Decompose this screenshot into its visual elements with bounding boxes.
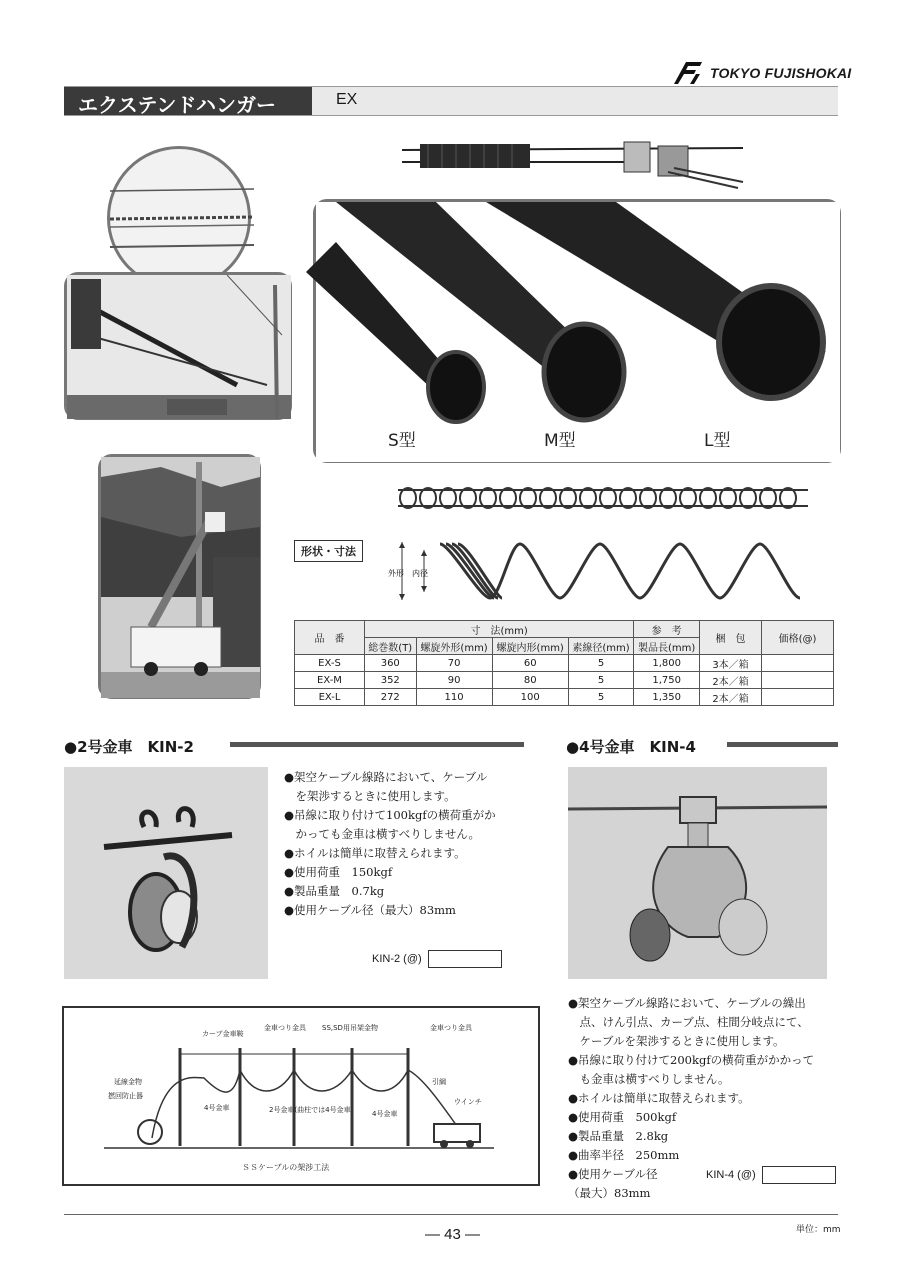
kin2-price-row — [372, 950, 502, 968]
list-item: （最大）83mm — [568, 1186, 651, 1200]
cell-inner: 60 — [492, 655, 568, 672]
hanger-assembly-illustration — [398, 132, 748, 192]
bucket-truck-photo — [98, 454, 261, 699]
list-item: ●架空ケーブル線路において、ケーブル — [284, 770, 488, 784]
outer-dim-label: 外形 — [388, 569, 404, 578]
list-item: ●使用荷重 500kgf — [568, 1110, 677, 1124]
diagram-label-rope: 引綱 — [432, 1078, 446, 1086]
cell-pack: 3本／箱 — [700, 655, 762, 672]
cell-outer: 110 — [416, 689, 492, 706]
list-item: ●吊線に取り付けて200kgfの横荷重がかかって — [568, 1053, 815, 1067]
list-item: ●曲率半径 250mm — [568, 1148, 680, 1162]
product-code: EX — [336, 91, 358, 108]
cell-price — [762, 689, 834, 706]
sub-length: 製品長(mm) — [634, 638, 700, 655]
s-type-label: S型 — [388, 431, 416, 451]
list-item: 点、けん引点、カーブ点、柱間分岐点にて、 — [568, 1015, 809, 1029]
diagram-label-curve: カーブ金車鞍 — [202, 1030, 244, 1038]
diagram-label-winch: ウインチ — [454, 1098, 482, 1106]
list-item: ●使用ケーブル径（最大）83mm — [284, 903, 456, 917]
diagram-caption: ＳＳケーブルの架渉工法 — [242, 1163, 330, 1172]
diagram-label-pull: 延線金物 — [114, 1078, 142, 1086]
diagram-label-hanger1: 金車つり金具 — [264, 1024, 306, 1032]
cell-length: 1,750 — [634, 672, 700, 689]
cell-price — [762, 655, 834, 672]
kin4-price-row — [706, 1166, 836, 1184]
col-pack: 梱 包 — [700, 621, 762, 655]
kin2-features — [284, 768, 496, 920]
cell-outer: 70 — [416, 655, 492, 672]
utility-pole-photo — [64, 272, 292, 420]
diagram-label-k4a: 4号金車 — [204, 1104, 230, 1112]
table-row — [295, 689, 834, 706]
cell-inner: 100 — [492, 689, 568, 706]
col-dims: 寸 法(mm) — [365, 621, 634, 638]
diagram-label-ss: SS,SD用吊架金物 — [322, 1024, 378, 1032]
table-row — [295, 655, 834, 672]
col-price: 価格(@) — [762, 621, 834, 655]
cell-outer: 90 — [416, 672, 492, 689]
diagram-label-antirot: 撚回防止器 — [108, 1092, 143, 1100]
cell-turns: 360 — [365, 655, 417, 672]
inner-dim-label: 内径 — [412, 569, 428, 578]
list-item: ●製品重量 2.8kg — [568, 1129, 669, 1143]
cell-id: EX-L — [295, 689, 365, 706]
cell-turns: 352 — [365, 672, 417, 689]
brand-name: TOKYO FUJISHOKAI — [710, 65, 852, 81]
l-type-label: L型 — [704, 431, 731, 451]
cell-turns: 272 — [365, 689, 417, 706]
list-item: ●架空ケーブル線路において、ケーブルの繰出 — [568, 996, 806, 1010]
hanger-types-photo — [313, 199, 841, 463]
kin2-price-box — [428, 950, 502, 968]
cell-id: EX-M — [295, 672, 365, 689]
page-title: エクステンドハンガー — [64, 87, 312, 115]
list-item: ●使用ケーブル径 — [568, 1167, 658, 1181]
wire-detail-inset — [107, 146, 251, 290]
shape-dimension-label: 形状・寸法 — [294, 540, 363, 562]
kin2-heading — [64, 736, 194, 757]
installation-diagram — [62, 1006, 540, 1186]
fujishokai-logo-icon — [672, 60, 704, 86]
page-number: — 43 — — [424, 1226, 481, 1243]
kin4-heading — [566, 736, 696, 757]
cell-length: 1,800 — [634, 655, 700, 672]
diagram-label-hanger2: 金車つり金具 — [430, 1024, 472, 1032]
sub-wire: 素線径(mm) — [568, 638, 634, 655]
cell-inner: 80 — [492, 672, 568, 689]
kin4-rule — [727, 742, 838, 747]
kin2-rule — [230, 742, 524, 747]
col-product: 品 番 — [295, 621, 365, 655]
kin4-heading-text: ●4号金車 KIN-4 — [566, 738, 696, 756]
list-item: ●ホイルは簡単に取替えられます。 — [284, 846, 466, 860]
kin2-photo — [64, 767, 268, 979]
spec-table — [294, 620, 834, 706]
diagram-label-k2: 2号金車(曲柱では4号金車) — [269, 1106, 354, 1114]
kin4-price-label: KIN-4 (@) — [706, 1169, 756, 1181]
m-type-label: M型 — [544, 431, 576, 451]
diagram-label-k4b: 4号金車 — [372, 1110, 398, 1118]
spring-dimension-drawing — [390, 538, 810, 604]
footer-rule — [64, 1214, 838, 1215]
cell-pack: 2本／箱 — [700, 689, 762, 706]
cell-pack: 2本／箱 — [700, 672, 762, 689]
sub-outer: 螺旋外形(mm) — [416, 638, 492, 655]
list-item: ●使用荷重 150kgf — [284, 865, 393, 879]
col-ref: 参 考 — [634, 621, 700, 638]
cell-price — [762, 672, 834, 689]
unit-note: 単位：mm — [796, 1225, 841, 1235]
cell-wire: 5 — [568, 689, 634, 706]
sub-turns: 総巻数(T) — [365, 638, 417, 655]
list-item: も金車は横すべりしません。 — [568, 1072, 730, 1086]
brand-logo — [672, 60, 851, 86]
cell-wire: 5 — [568, 655, 634, 672]
cell-id: EX-S — [295, 655, 365, 672]
kin2-heading-text: ●2号金車 KIN-2 — [64, 738, 194, 756]
kin4-photo — [568, 767, 827, 979]
list-item: ●吊線に取り付けて100kgfの横荷重がか — [284, 808, 496, 822]
list-item: ●ホイルは簡単に取替えられます。 — [568, 1091, 750, 1105]
list-item: かっても金車は横すべりしません。 — [284, 827, 480, 841]
cell-wire: 5 — [568, 672, 634, 689]
list-item: ケーブルを架渉するときに使用します。 — [568, 1034, 785, 1048]
table-row — [295, 672, 834, 689]
sub-inner: 螺旋内形(mm) — [492, 638, 568, 655]
kin4-price-box — [762, 1166, 836, 1184]
list-item: ●製品重量 0.7kg — [284, 884, 385, 898]
coil-side-drawing — [396, 480, 810, 516]
list-item: を架渉するときに使用します。 — [284, 789, 456, 803]
title-bar — [64, 86, 838, 116]
kin2-price-label: KIN-2 (@) — [372, 953, 422, 965]
cell-length: 1,350 — [634, 689, 700, 706]
